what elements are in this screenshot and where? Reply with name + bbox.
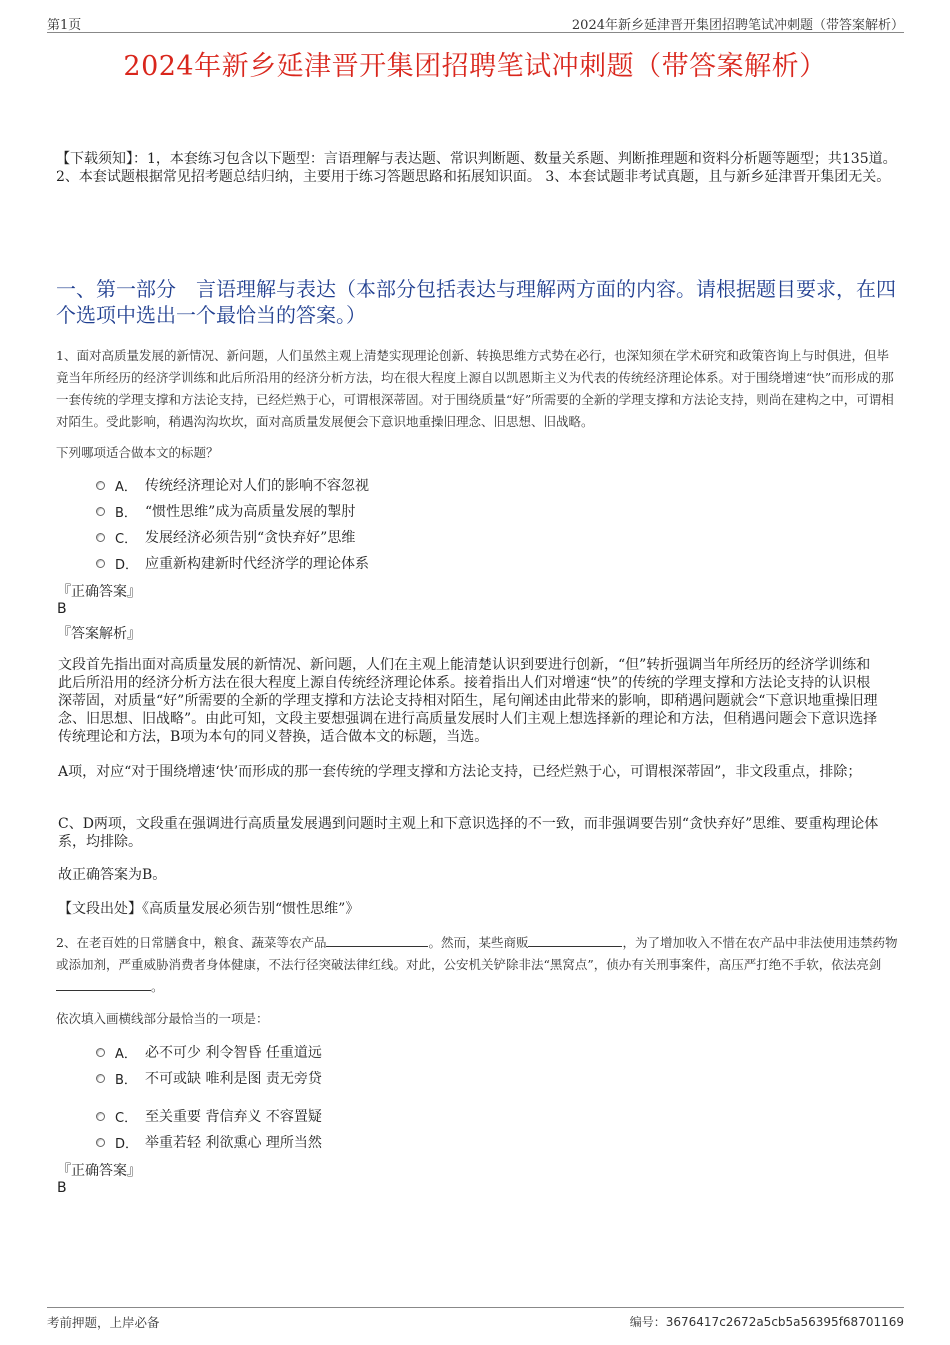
download-notice: 【下载须知】：1，本套练习包含以下题型：言语理解与表达题、常识判断题、数量关系题、判断推理题和资料分析题等题型；共135道。 2、本套试题根据常见招考题总结归纳，主要用于练习答题思路和拓展知识面。 3、本套试题非考试真题，且与新乡延津晋开集团无关。 [56,151,897,185]
question-2-option-b[interactable]: B． 不可或缺 唯利是图 责无旁贷 [96,1067,322,1089]
question-2-option-d[interactable]: D． 举重若轻 利欲熏心 理所当然 [96,1131,322,1153]
document-id: 编号：3676417c2672a5cb5a56395f68701169 [629,1315,904,1329]
question-2-prompt: 依次填入画横线部分最恰当的一项是： [56,1011,269,1026]
fill-blank [56,978,151,991]
header-divider [47,32,904,33]
question-1-answer: B [57,601,67,617]
question-1-source: 【文段出处】《高质量发展必须告别“惯性思维”》 [58,901,360,917]
page-number: 第1页 [47,18,82,33]
fill-blank [528,934,622,947]
radio-icon[interactable] [96,1138,105,1147]
radio-icon[interactable] [96,507,105,516]
question-2-option-c[interactable]: C． 至关重要 背信弃义 不容置疑 [96,1105,322,1127]
question-1-option-b[interactable]: B． “惯性思维”成为高质量发展的掣肘 [96,500,355,522]
footer-slogan: 考前押题，上岸必备 [47,1315,160,1330]
page-title: 2024年新乡延津晋开集团招聘笔试冲刺题（带答案解析） [123,51,827,82]
question-2-text: 2、在老百姓的日常膳食中，粮食、蔬菜等农产品 。然而，某些商贩 ，为了增加收入不惜在农产品中非法使用违禁药物或添加剂，严重威胁消费者身体健康，不法行径突破法律红线。对此，公安机关铲除非法“黑窝点”，侦办有关刑事案件，高压严打绝不手软，依法亮剑。 [56,935,898,994]
question-1-prompt: 下列哪项适合做本文的标题？ [56,445,219,460]
question-2-answer-label: 『正确答案』 [57,1163,141,1179]
question-1-analysis-para: C、D两项，文段重在强调进行高质量发展遇到问题时主观上和下意识选择的不一致，而非强调要告别“贪快弃好”思维、要重构理论体系，均排除。 [58,816,879,850]
radio-icon[interactable] [96,533,105,542]
radio-icon[interactable] [96,1074,105,1083]
question-2-answer: B [57,1180,67,1196]
question-1-analysis-para: A项，对应“对于围绕增速‘快’而形成的那一套传统的学理支撑和方法论支持，已经烂熟于心，可谓根深蒂固”，非文段重点，排除； [58,764,862,780]
radio-icon[interactable] [96,1048,105,1057]
question-1-answer-label: 『正确答案』 [57,584,141,600]
radio-icon[interactable] [96,481,105,490]
radio-icon[interactable] [96,559,105,568]
radio-icon[interactable] [96,1112,105,1121]
question-1-analysis-label: 『答案解析』 [57,626,141,642]
section-heading: 一、第一部分 言语理解与表达（本部分包括表达与理解两方面的内容。请根据题目要求，在四个选项中选出一个最恰当的答案。） [56,277,896,327]
question-1-option-a[interactable]: A． 传统经济理论对人们的影响不容忽视 [96,474,369,496]
header-doc-title: 2024年新乡延津晋开集团招聘笔试冲刺题（带答案解析） [571,18,904,33]
fill-blank [326,934,428,947]
question-1-analysis-para: 故正确答案为B。 [58,867,167,883]
question-2-option-a[interactable]: A． 必不可少 利令智昏 任重道远 [96,1041,322,1063]
question-1-option-d[interactable]: D． 应重新构建新时代经济学的理论体系 [96,552,369,574]
question-1-text: 1、面对高质量发展的新情况、新问题，人们虽然主观上清楚实现理论创新、转换思维方式势在必行，也深知须在学术研究和政策咨询上与时俱进，但毕竟当年所经历的经济学训练和此后所沿用的经济分析方法，均在很大程度上源自以凯恩斯主义为代表的传统经济理论体系。对于围绕增速“快”而形成的那一套传统的学理支撑和方法论支持，已经烂熟于心，可谓根深蒂固。对于围绕质量“好”所需要的全新的学理支撑和方法论支持，则尚在建构之中，可谓相对陌生。受此影响，稍遇沟沟坎坎，面对高质量发展便会下意识地重操旧理念、旧思想、旧战略。 [56,348,894,429]
question-1-analysis-para: 文段首先指出面对高质量发展的新情况、新问题，人们在主观上能清楚认识到要进行创新，“但”转折强调当年所经历的经济学训练和此后所沿用的经济分析方法在很大程度上源自传统经济理论体系。接着指出人们对增速“快”的传统的学理支撑和方法论支持的认识根深蒂固，对质量“好”所需要的全新的学理支撑和方法论支持相对陌生，尾句阐述由此带来的影响，即稍遇问题就会“下意识地重操旧理念、旧思想、旧战略”。由此可知，文段主要想强调在进行高质量发展时人们主观上想选择新的理论和方法，但稍遇问题会下意识选择传统理论和方法，B项为本句的同义替换，适合做本文的标题，当选。 [58,657,878,745]
question-1-option-c[interactable]: C． 发展经济必须告别“贪快弃好”思维 [96,526,355,548]
footer-divider [47,1307,904,1308]
